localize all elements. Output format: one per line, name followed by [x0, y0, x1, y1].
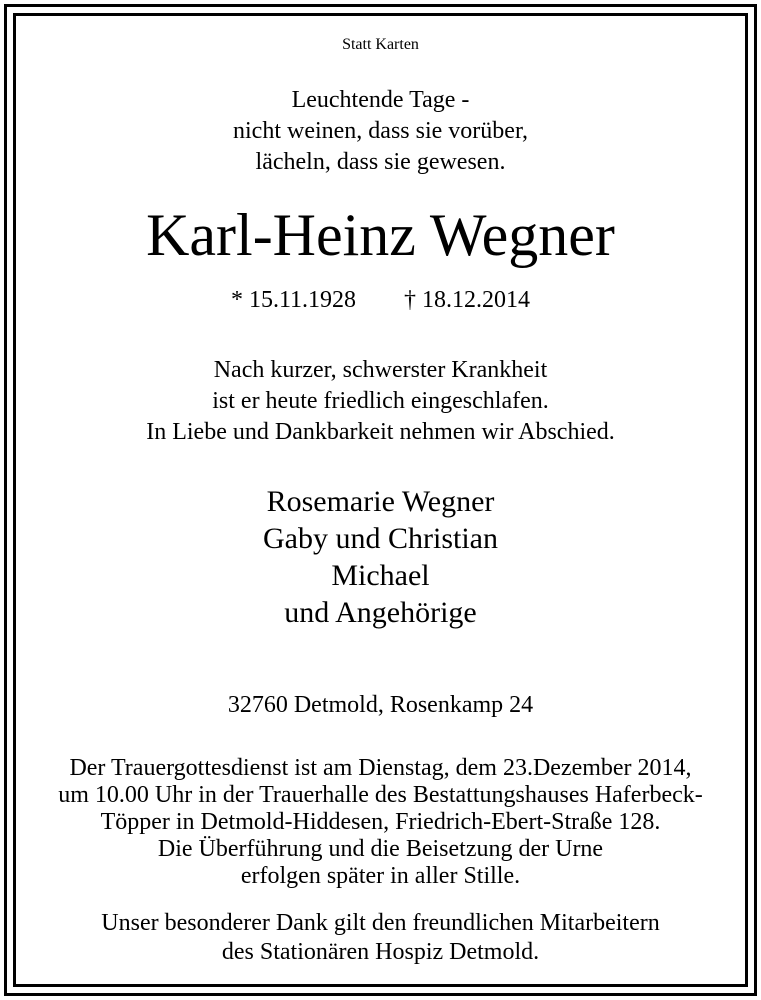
service-line: Der Trauergottesdienst ist am Dienstag, dem 23.Dezember 2014,	[69, 755, 692, 781]
service-line: um 10.00 Uhr in der Trauerhalle des Bestattungshauses Haferbeck-	[58, 782, 703, 808]
service-line: erfolgen später in aller Stille.	[240, 863, 521, 889]
verse-line: nicht weinen, dass sie vorüber,	[233, 118, 528, 144]
announcement-message	[0, 358, 761, 451]
thanks-line: des Stationären Hospiz Detmold.	[221, 939, 540, 965]
birth-date: * 15.11.1928	[230, 287, 357, 313]
funeral-service-info	[0, 756, 761, 891]
mourner: und Angehörige	[284, 596, 477, 629]
mourners-list	[0, 487, 761, 635]
address: 32760 Detmold, Rosenkamp 24	[227, 692, 534, 718]
life-dates	[0, 288, 761, 312]
message-line: ist er heute friedlich eingeschlafen.	[212, 388, 549, 414]
deceased-name: Karl-Heinz Wegner	[146, 202, 615, 268]
message-line: In Liebe und Dankbarkeit nehmen wir Abschied.	[146, 419, 615, 445]
message-line: Nach kurzer, schwerster Krankheit	[213, 357, 548, 383]
death-date: † 18.12.2014	[404, 287, 531, 313]
verse-line: lächeln, dass sie gewesen.	[255, 149, 506, 175]
verse	[0, 88, 761, 181]
mourner: Gaby und Christian	[263, 522, 498, 555]
service-line: Die Überführung und die Beisetzung der Urne	[157, 836, 604, 862]
mourner: Michael	[331, 559, 430, 592]
service-line: Töpper in Detmold-Hiddesen, Friedrich-Ebert-Straße 128.	[100, 809, 661, 835]
mourner: Rosemarie Wegner	[266, 485, 495, 518]
header-statt-karten: Statt Karten	[342, 36, 419, 53]
thanks-note	[0, 911, 761, 969]
verse-line: Leuchtende Tage -	[291, 87, 470, 113]
thanks-line: Unser besonderer Dank gilt den freundlichen Mitarbeitern	[101, 910, 660, 936]
